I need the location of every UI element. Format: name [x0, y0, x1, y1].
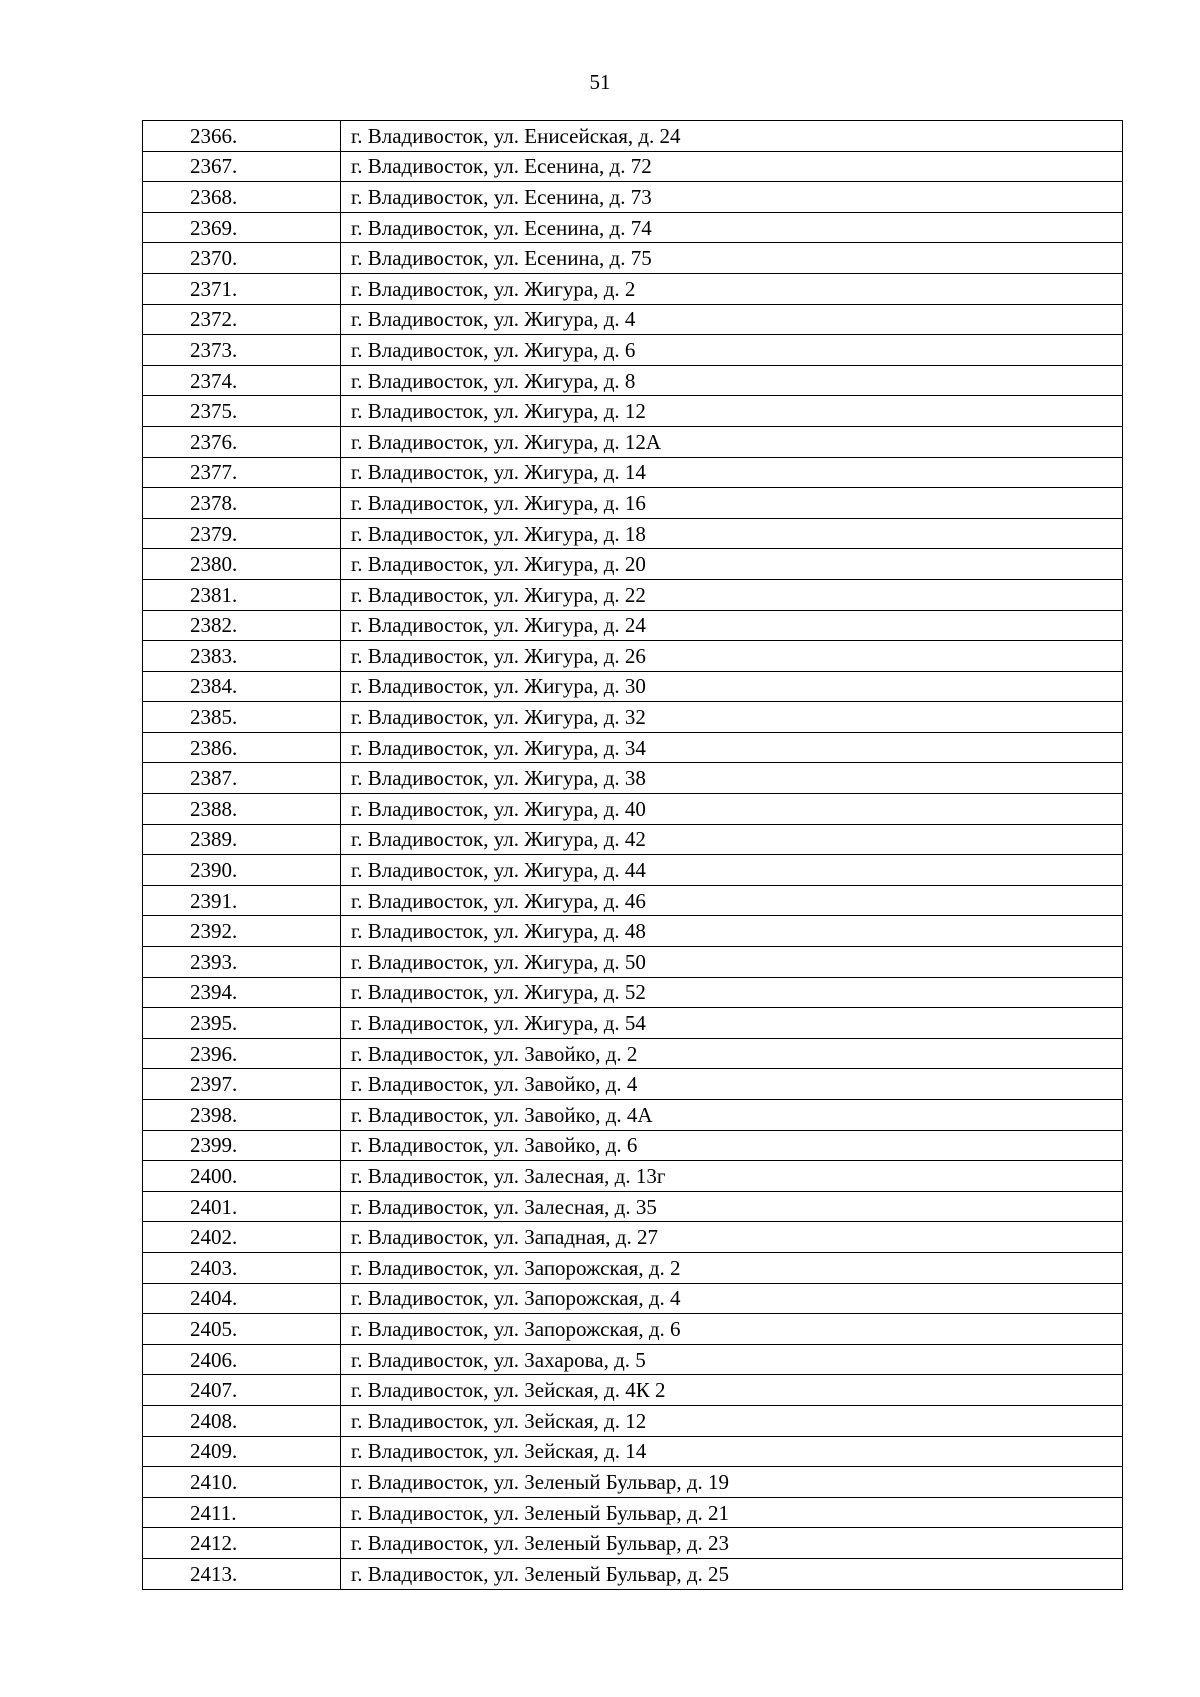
row-number-cell: 2371. — [143, 273, 341, 304]
table-row — [143, 151, 1123, 182]
address-cell: г. Владивосток, ул. Западная, д. 27 — [341, 1222, 1123, 1253]
row-number-cell: 2369. — [143, 212, 341, 243]
row-number-cell: 2382. — [143, 610, 341, 641]
row-number-cell: 2373. — [143, 335, 341, 366]
row-number-cell: 2385. — [143, 702, 341, 733]
table-row — [143, 947, 1123, 978]
table-row — [143, 121, 1123, 152]
table-row — [143, 365, 1123, 396]
table-row — [143, 182, 1123, 213]
row-number-cell: 2394. — [143, 977, 341, 1008]
row-number-cell: 2402. — [143, 1222, 341, 1253]
address-cell: г. Владивосток, ул. Жигура, д. 12 — [341, 396, 1123, 427]
row-number-cell: 2404. — [143, 1283, 341, 1314]
table-row — [143, 1069, 1123, 1100]
address-cell: г. Владивосток, ул. Залесная, д. 13г — [341, 1161, 1123, 1192]
table-row — [143, 488, 1123, 519]
address-cell: г. Владивосток, ул. Жигура, д. 6 — [341, 335, 1123, 366]
table-row — [143, 641, 1123, 672]
row-number-cell: 2388. — [143, 794, 341, 825]
row-number-cell: 2378. — [143, 488, 341, 519]
row-number-cell: 2375. — [143, 396, 341, 427]
row-number-cell: 2372. — [143, 304, 341, 335]
table-row — [143, 335, 1123, 366]
address-cell: г. Владивосток, ул. Жигура, д. 50 — [341, 947, 1123, 978]
address-cell: г. Владивосток, ул. Жигура, д. 48 — [341, 916, 1123, 947]
row-number-cell: 2370. — [143, 243, 341, 274]
address-cell: г. Владивосток, ул. Есенина, д. 75 — [341, 243, 1123, 274]
address-cell: г. Владивосток, ул. Есенина, д. 73 — [341, 182, 1123, 213]
address-cell: г. Владивосток, ул. Зеленый Бульвар, д. 19 — [341, 1467, 1123, 1498]
page-number: 51 — [589, 70, 611, 94]
table-row — [143, 1558, 1123, 1589]
address-cell: г. Владивосток, ул. Зейская, д. 4К 2 — [341, 1375, 1123, 1406]
address-cell: г. Владивосток, ул. Жигура, д. 38 — [341, 763, 1123, 794]
address-cell: г. Владивосток, ул. Жигура, д. 32 — [341, 702, 1123, 733]
row-number-cell: 2397. — [143, 1069, 341, 1100]
table-row — [143, 1436, 1123, 1467]
table-row — [143, 977, 1123, 1008]
address-cell: г. Владивосток, ул. Жигура, д. 34 — [341, 732, 1123, 763]
table-row — [143, 212, 1123, 243]
row-number-cell: 2376. — [143, 426, 341, 457]
row-number-cell: 2390. — [143, 855, 341, 886]
address-cell: г. Владивосток, ул. Зеленый Бульвар, д. 25 — [341, 1558, 1123, 1589]
table-row — [143, 1252, 1123, 1283]
row-number-cell: 2410. — [143, 1467, 341, 1498]
address-table-body — [143, 121, 1123, 1590]
row-number-cell: 2374. — [143, 365, 341, 396]
table-row — [143, 1405, 1123, 1436]
address-cell: г. Владивосток, ул. Зейская, д. 14 — [341, 1436, 1123, 1467]
table-row — [143, 855, 1123, 886]
table-row — [143, 396, 1123, 427]
table-row — [143, 1222, 1123, 1253]
row-number-cell: 2405. — [143, 1314, 341, 1345]
row-number-cell: 2383. — [143, 641, 341, 672]
table-row — [143, 916, 1123, 947]
row-number-cell: 2407. — [143, 1375, 341, 1406]
address-cell: г. Владивосток, ул. Запорожская, д. 2 — [341, 1252, 1123, 1283]
address-cell: г. Владивосток, ул. Завойко, д. 6 — [341, 1130, 1123, 1161]
table-row — [143, 885, 1123, 916]
table-row — [143, 1283, 1123, 1314]
address-cell: г. Владивосток, ул. Жигура, д. 54 — [341, 1008, 1123, 1039]
table-row — [143, 549, 1123, 580]
table-row — [143, 702, 1123, 733]
table-row — [143, 426, 1123, 457]
address-cell: г. Владивосток, ул. Жигура, д. 8 — [341, 365, 1123, 396]
row-number-cell: 2398. — [143, 1100, 341, 1131]
row-number-cell: 2377. — [143, 457, 341, 488]
address-table — [142, 120, 1123, 1590]
address-cell: г. Владивосток, ул. Жигура, д. 40 — [341, 794, 1123, 825]
table-row — [143, 243, 1123, 274]
address-cell: г. Владивосток, ул. Жигура, д. 22 — [341, 579, 1123, 610]
address-cell: г. Владивосток, ул. Жигура, д. 20 — [341, 549, 1123, 580]
table-row — [143, 1100, 1123, 1131]
table-row — [143, 273, 1123, 304]
row-number-cell: 2413. — [143, 1558, 341, 1589]
address-cell: г. Владивосток, ул. Завойко, д. 4 — [341, 1069, 1123, 1100]
address-cell: г. Владивосток, ул. Жигура, д. 30 — [341, 671, 1123, 702]
table-row — [143, 671, 1123, 702]
address-cell: г. Владивосток, ул. Запорожская, д. 6 — [341, 1314, 1123, 1345]
address-cell: г. Владивосток, ул. Запорожская, д. 4 — [341, 1283, 1123, 1314]
row-number-cell: 2409. — [143, 1436, 341, 1467]
address-cell: г. Владивосток, ул. Жигура, д. 16 — [341, 488, 1123, 519]
row-number-cell: 2396. — [143, 1038, 341, 1069]
address-cell: г. Владивосток, ул. Зеленый Бульвар, д. 23 — [341, 1528, 1123, 1559]
address-cell: г. Владивосток, ул. Залесная, д. 35 — [341, 1191, 1123, 1222]
row-number-cell: 2403. — [143, 1252, 341, 1283]
table-row — [143, 518, 1123, 549]
address-cell: г. Владивосток, ул. Завойко, д. 4А — [341, 1100, 1123, 1131]
table-row — [143, 1130, 1123, 1161]
row-number-cell: 2391. — [143, 885, 341, 916]
row-number-cell: 2399. — [143, 1130, 341, 1161]
address-cell: г. Владивосток, ул. Зеленый Бульвар, д. 21 — [341, 1497, 1123, 1528]
address-cell: г. Владивосток, ул. Жигура, д. 46 — [341, 885, 1123, 916]
row-number-cell: 2381. — [143, 579, 341, 610]
table-row — [143, 794, 1123, 825]
row-number-cell: 2386. — [143, 732, 341, 763]
row-number-cell: 2401. — [143, 1191, 341, 1222]
table-row — [143, 824, 1123, 855]
table-row — [143, 763, 1123, 794]
table-row — [143, 1191, 1123, 1222]
row-number-cell: 2400. — [143, 1161, 341, 1192]
table-row — [143, 579, 1123, 610]
address-cell: г. Владивосток, ул. Жигура, д. 2 — [341, 273, 1123, 304]
row-number-cell: 2366. — [143, 121, 341, 152]
row-number-cell: 2395. — [143, 1008, 341, 1039]
address-cell: г. Владивосток, ул. Есенина, д. 74 — [341, 212, 1123, 243]
address-cell: г. Владивосток, ул. Есенина, д. 72 — [341, 151, 1123, 182]
table-row — [143, 1038, 1123, 1069]
row-number-cell: 2368. — [143, 182, 341, 213]
address-cell: г. Владивосток, ул. Жигура, д. 44 — [341, 855, 1123, 886]
row-number-cell: 2384. — [143, 671, 341, 702]
row-number-cell: 2379. — [143, 518, 341, 549]
address-cell: г. Владивосток, ул. Захарова, д. 5 — [341, 1344, 1123, 1375]
address-cell: г. Владивосток, ул. Жигура, д. 12А — [341, 426, 1123, 457]
row-number-cell: 2367. — [143, 151, 341, 182]
address-cell: г. Владивосток, ул. Зейская, д. 12 — [341, 1405, 1123, 1436]
address-cell: г. Владивосток, ул. Жигура, д. 14 — [341, 457, 1123, 488]
address-cell: г. Владивосток, ул. Енисейская, д. 24 — [341, 121, 1123, 152]
table-row — [143, 1467, 1123, 1498]
address-cell: г. Владивосток, ул. Жигура, д. 26 — [341, 641, 1123, 672]
row-number-cell: 2406. — [143, 1344, 341, 1375]
row-number-cell: 2408. — [143, 1405, 341, 1436]
row-number-cell: 2411. — [143, 1497, 341, 1528]
table-row — [143, 457, 1123, 488]
address-cell: г. Владивосток, ул. Жигура, д. 18 — [341, 518, 1123, 549]
table-row — [143, 1528, 1123, 1559]
row-number-cell: 2380. — [143, 549, 341, 580]
table-row — [143, 610, 1123, 641]
table-row — [143, 1344, 1123, 1375]
address-cell: г. Владивосток, ул. Завойко, д. 2 — [341, 1038, 1123, 1069]
table-row — [143, 1375, 1123, 1406]
address-cell: г. Владивосток, ул. Жигура, д. 42 — [341, 824, 1123, 855]
address-cell: г. Владивосток, ул. Жигура, д. 24 — [341, 610, 1123, 641]
row-number-cell: 2387. — [143, 763, 341, 794]
table-row — [143, 1008, 1123, 1039]
row-number-cell: 2389. — [143, 824, 341, 855]
table-row — [143, 1314, 1123, 1345]
address-cell: г. Владивосток, ул. Жигура, д. 52 — [341, 977, 1123, 1008]
table-row — [143, 732, 1123, 763]
table-row — [143, 1161, 1123, 1192]
address-cell: г. Владивосток, ул. Жигура, д. 4 — [341, 304, 1123, 335]
row-number-cell: 2393. — [143, 947, 341, 978]
table-row — [143, 304, 1123, 335]
row-number-cell: 2392. — [143, 916, 341, 947]
table-row — [143, 1497, 1123, 1528]
row-number-cell: 2412. — [143, 1528, 341, 1559]
